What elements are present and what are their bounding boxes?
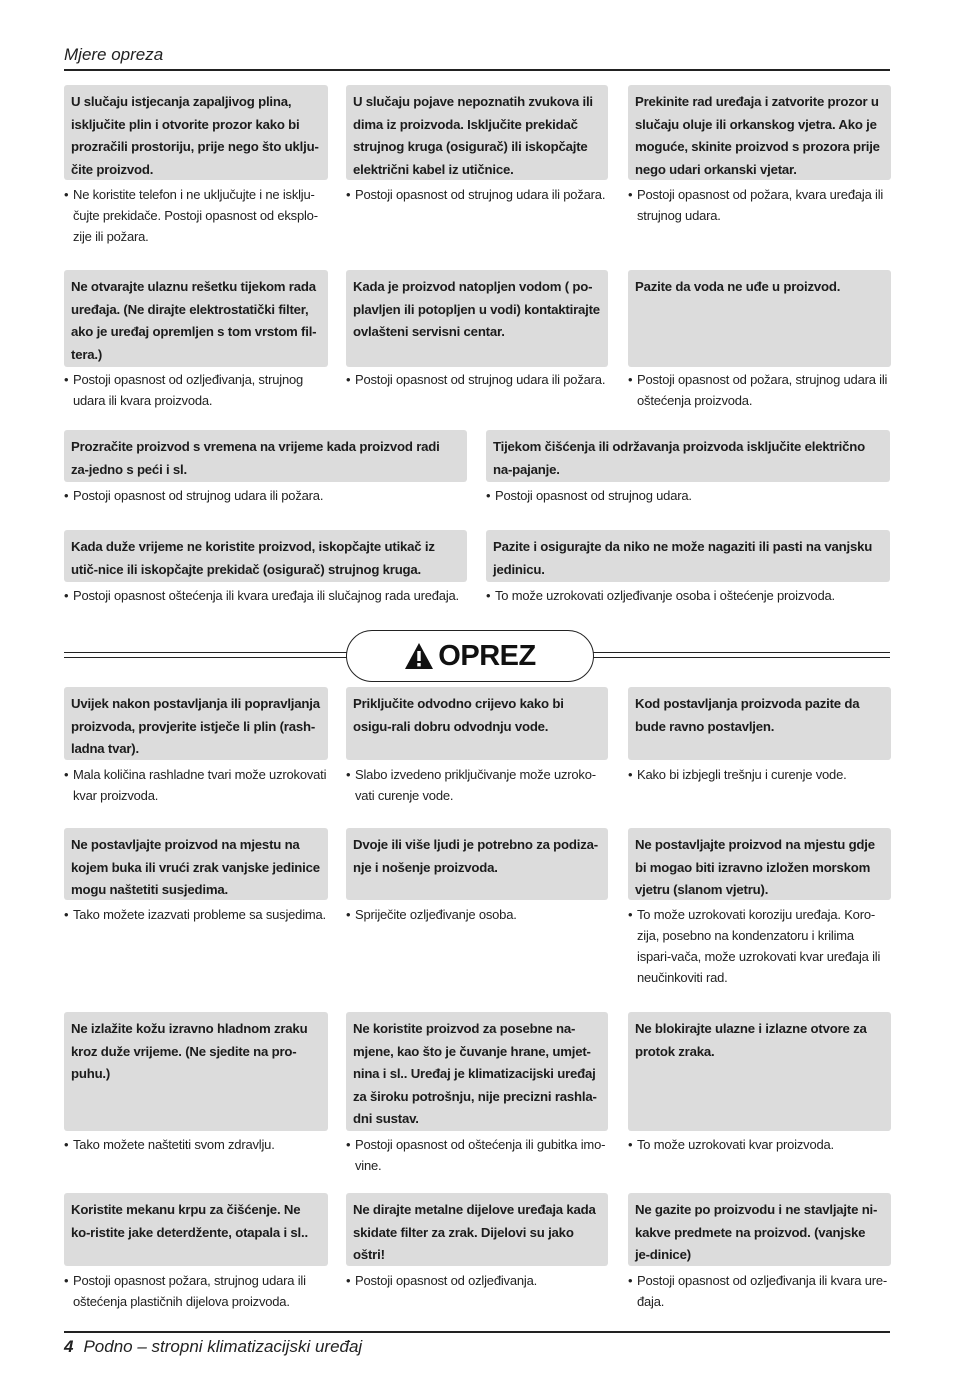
warning-heading: Pazite i osigurajte da niko ne može nagaziti ili pasti na vanjsku jedinicu. <box>486 530 890 582</box>
warning-heading: Prozračite proizvod s vremena na vrijeme kada proizvod radi za-jedno s peći i sl. <box>64 430 467 482</box>
caution-item-note: • Mala količina rashladne tvari može uzrokovati kvar proizvoda. <box>64 764 328 806</box>
warning-note: • Postoji opasnost od ozljeđivanja, strujnog udara ili kvara proizvoda. <box>64 369 328 411</box>
header-rule <box>64 69 890 71</box>
caution-item-note: • Postoji opasnost od oštećenja ili gubitka imo-vine. <box>346 1134 608 1176</box>
caution-badge <box>346 630 594 682</box>
warning-note: • Postoji opasnost od strujnog udara. <box>486 485 890 506</box>
warning-note: • To može uzrokovati ozljeđivanje osoba i oštećenje proizvoda. <box>486 585 890 606</box>
warning-note: • Postoji opasnost od požara, kvara uređaja ili strujnog udara. <box>628 184 891 226</box>
warning-heading: U slučaju pojave nepoznatih zvukova ili dima iz proizvoda. Isključite prekidač strujnog kruga (osigurač) ili iskopčajte električni kabel iz utičnice. <box>346 85 608 180</box>
banner-rule-left <box>64 652 348 658</box>
caution-item-heading: Uvijek nakon postavljanja ili popravljanja proizvoda, provjerite istječe li plin (rash-ladna tvar). <box>64 687 328 760</box>
footer-title: Podno – stropni klimatizacijski uređaj <box>83 1337 363 1356</box>
caution-item-heading: Dvoje ili više ljudi je potrebno za podiza-nje i nošenje proizvoda. <box>346 828 608 900</box>
warning-note: • Postoji opasnost od strujnog udara ili požara. <box>346 369 608 390</box>
caution-item-heading: Ne dirajte metalne dijelove uređaja kada skidate filter za zrak. Dijelovi su jako oštri! <box>346 1193 608 1266</box>
banner-rule-right <box>592 652 890 658</box>
caution-item-heading: Kod postavljanja proizvoda pazite da bude ravno postavljen. <box>628 687 891 760</box>
warning-note: • Postoji opasnost od strujnog udara ili požara. <box>64 485 467 506</box>
warning-heading: Kada duže vrijeme ne koristite proizvod, iskopčajte utikač iz utič-nice ili iskopčajte prekidač (osigurač) strujnog kruga. <box>64 530 467 582</box>
footer-rule <box>64 1331 890 1333</box>
caution-item-note: • Tako možete izazvati probleme sa susjedima. <box>64 904 328 925</box>
warning-heading: Ne otvarajte ulaznu rešetku tijekom rada uređaja. (Ne dirajte elektrostatički filter, ako je uređaj opremljen s tom vrstom fil-tera.) <box>64 270 328 367</box>
warning-note: • Postoji opasnost oštećenja ili kvara uređaja ili slučajnog rada uređaja. <box>64 585 467 606</box>
caution-banner <box>64 630 890 682</box>
warning-note: • Postoji opasnost od požara, strujnog udara ili oštećenja proizvoda. <box>628 369 891 411</box>
warning-note: • Ne koristite telefon i ne uključujte i ne isklju-čujte prekidače. Postoji opasnost od eksplo-zije ili požara. <box>64 184 328 247</box>
caution-item-heading: Ne postavljajte proizvod na mjestu na kojem buka ili vrući zrak vanjske jedinice mogu naštetiti susjedima. <box>64 828 328 900</box>
caution-item-heading: Ne koristite proizvod za posebne na-mjene, kao što je čuvanje hrane, umjet-nina i sl.. Uređaj je klimatizacijski uređaj za široku potrošnju, nije precizni rashla-dni sustav. <box>346 1012 608 1131</box>
caution-item-note: • Postoji opasnost od ozljeđivanja. <box>346 1270 608 1291</box>
caution-item-heading: Priključite odvodno crijevo kako bi osigu-rali dobru odvodnju vode. <box>346 687 608 760</box>
caution-item-note: • Slabo izvedeno priključivanje može uzroko-vati curenje vode. <box>346 764 608 806</box>
caution-item-note: • To može uzrokovati koroziju uređaja. Koro-zija, posebno na kondenzatoru i krilima ispari-vača, može uzrokovati kvar uređaja ili neučinkoviti rad. <box>628 904 891 988</box>
caution-item-note: • Tako možete naštetiti svom zdravlju. <box>64 1134 328 1155</box>
caution-heading: OPREZ <box>438 639 536 672</box>
caution-item-note: • Postoji opasnost požara, strujnog udara ili oštećenja plastičnih dijelova proizvoda. <box>64 1270 328 1312</box>
caution-item-heading: Ne izlažite kožu izravno hladnom zraku kroz duže vrijeme. (Ne sjedite na pro-puhu.) <box>64 1012 328 1131</box>
warning-heading: Pazite da voda ne uđe u proizvod. <box>628 270 891 367</box>
caution-item-heading: Ne blokirajte ulazne i izlazne otvore za protok zraka. <box>628 1012 891 1131</box>
page-number: 4 <box>64 1337 74 1356</box>
caution-item-note: • Spriječite ozljeđivanje osoba. <box>346 904 608 925</box>
page-footer <box>64 1337 362 1357</box>
caution-item-note: • Postoji opasnost od ozljeđivanja ili kvara ure-đaja. <box>628 1270 891 1312</box>
caution-item-note: • Kako bi izbjegli trešnju i curenje vode. <box>628 764 891 785</box>
warning-heading: Kada je proizvod natopljen vodom ( po-plavljen ili potopljen u vodi) kontaktirajte ovlašteni servisni centar. <box>346 270 608 367</box>
warning-triangle-icon <box>404 642 434 670</box>
warning-heading: U slučaju istjecanja zapaljivog plina, isključite plin i otvorite prozor kako bi prozračili prostoriju, prije nego što uklju-čite proizvod. <box>64 85 328 180</box>
warning-heading: Tijekom čišćenja ili održavanja proizvoda isključite električno na-pajanje. <box>486 430 890 482</box>
caution-item-heading: Koristite mekanu krpu za čišćenje. Ne ko-ristite jake deterdžente, otapala i sl.. <box>64 1193 328 1266</box>
warning-heading: Prekinite rad uređaja i zatvorite prozor u slučaju oluje ili orkanskog vjetra. Ako je moguće, skinite proizvod s prozora prije nego udari orkanski vjetar. <box>628 85 891 180</box>
page-section-title: Mjere opreza <box>64 45 164 64</box>
warning-note: • Postoji opasnost od strujnog udara ili požara. <box>346 184 608 205</box>
caution-item-heading: Ne gazite po proizvodu i ne stavljajte ni-kakve predmete na proizvod. (vanjske je-dinice) <box>628 1193 891 1266</box>
caution-item-note: • To može uzrokovati kvar proizvoda. <box>628 1134 891 1155</box>
caution-item-heading: Ne postavljajte proizvod na mjestu gdje bi mogao biti izravno izložen morskom vjetru (slanom vjetru). <box>628 828 891 900</box>
